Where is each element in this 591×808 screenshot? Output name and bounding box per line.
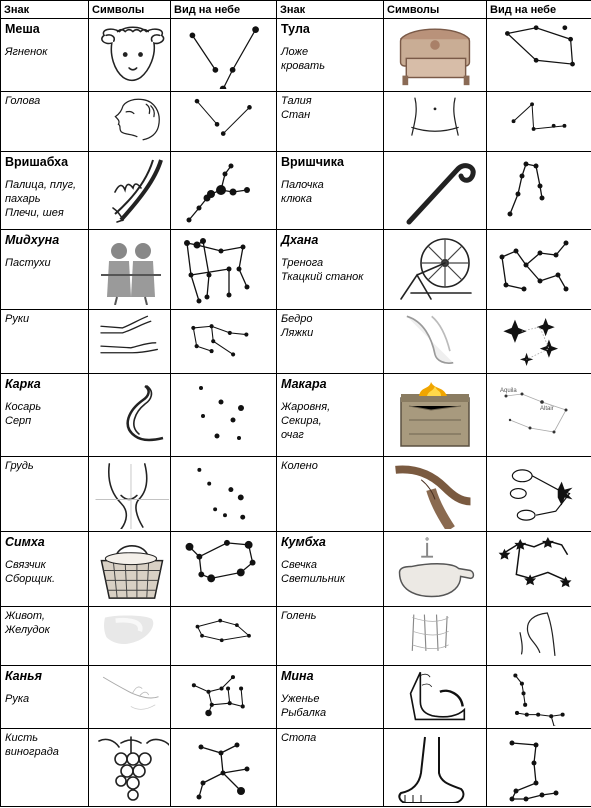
symbol-cell <box>384 374 487 457</box>
taurus-constellation-icon <box>181 156 267 226</box>
symbol-cell <box>89 729 171 807</box>
sign-cell <box>1 607 89 666</box>
zodiac-row <box>1 457 591 532</box>
capricorn-star-chart-icon <box>496 380 582 450</box>
sign-cell <box>277 729 384 807</box>
knee-drawing-icon <box>391 460 479 529</box>
symbol-cell <box>171 92 277 152</box>
symbol-cell <box>384 729 487 807</box>
sign-description: Ягненок <box>5 46 48 58</box>
symbol-cell <box>487 152 591 230</box>
sign-description: Рыбалка <box>281 707 327 719</box>
symbol-cell <box>171 152 277 230</box>
sagittarius-constellation-icon <box>496 235 582 305</box>
sign-description: Стопа <box>281 732 317 744</box>
hand-icon <box>91 669 169 726</box>
sign-cell <box>1 729 89 807</box>
symbol-cell <box>171 310 277 374</box>
sign-cell <box>277 230 384 310</box>
sign-cell <box>1 374 89 457</box>
symbol-cell <box>89 19 171 92</box>
sign-description: Стан <box>281 109 311 121</box>
sign-description: кровать <box>281 60 325 72</box>
sign-cell <box>1 310 89 374</box>
sign-cell <box>277 92 384 152</box>
header-symbols: Символы <box>89 1 171 19</box>
pisces-constellation-icon <box>496 669 582 726</box>
symbol-cell <box>89 230 171 310</box>
zodiac-row <box>1 230 591 310</box>
sign-cell <box>277 152 384 230</box>
leo-constellation-icon <box>181 535 267 604</box>
symbol-cell <box>384 607 487 666</box>
symbol-cell <box>89 374 171 457</box>
waist-torso-icon <box>391 95 479 149</box>
thigh-constellation-icon <box>496 313 582 371</box>
symbol-cell <box>384 230 487 310</box>
symbol-cell <box>384 92 487 152</box>
symbol-cell <box>171 457 277 532</box>
zodiac-row <box>1 607 591 666</box>
sign-cell <box>1 19 89 92</box>
sign-name: Вришчика <box>281 155 344 169</box>
sign-name: Меша <box>5 22 40 36</box>
sign-description: Бедро <box>281 313 313 325</box>
sign-description: Рука <box>5 693 30 705</box>
sign-cell <box>1 152 89 230</box>
sign-description: Грудь <box>5 460 34 472</box>
sign-description: пахарь <box>5 193 41 205</box>
sign-description: Талия <box>281 95 312 107</box>
sign-description: Живот, <box>5 610 45 622</box>
sign-cell <box>277 374 384 457</box>
sign-description: Свечка <box>281 559 317 571</box>
symbol-cell <box>487 666 591 729</box>
shin-constellation-icon <box>496 610 582 663</box>
head-constellation-icon <box>181 95 267 149</box>
symbol-cell <box>487 729 591 807</box>
sign-description: Связчик <box>5 559 46 571</box>
sign-name: Кумбха <box>281 535 326 549</box>
symbol-cell <box>487 374 591 457</box>
symbol-cell <box>89 310 171 374</box>
symbol-cell <box>384 532 487 607</box>
sign-cell <box>277 666 384 729</box>
symbol-cell <box>487 532 591 607</box>
sign-cell <box>277 607 384 666</box>
symbol-cell <box>384 310 487 374</box>
knee-constellation-icon <box>496 460 582 529</box>
foot-constellation-icon <box>496 733 582 803</box>
scorpio-constellation-icon <box>496 156 582 226</box>
cancer-constellation-icon <box>181 380 267 450</box>
symbol-cell <box>171 374 277 457</box>
waist-constellation-icon <box>496 95 582 149</box>
sign-cell <box>277 532 384 607</box>
sign-description: Голень <box>281 610 317 622</box>
face-profile-icon <box>91 95 169 149</box>
sign-description: Косарь <box>5 401 42 413</box>
sign-name: Симха <box>5 535 45 549</box>
foot-icon <box>391 733 479 803</box>
symbol-cell <box>171 666 277 729</box>
symbol-cell <box>384 457 487 532</box>
symbol-cell <box>89 152 171 230</box>
shin-icon <box>391 610 479 663</box>
header-sky-view: Вид на небе <box>171 1 277 19</box>
zodiac-row <box>1 532 591 607</box>
two-shepherds-icon <box>91 235 169 305</box>
sickle-icon <box>91 380 169 450</box>
symbol-cell <box>487 92 591 152</box>
sign-name: Тула <box>281 22 310 36</box>
symbol-cell <box>171 729 277 807</box>
sign-description: Руки <box>5 313 30 325</box>
sign-name: Вришабха <box>5 155 69 169</box>
symbol-cell <box>89 666 171 729</box>
symbol-cell <box>384 19 487 92</box>
sign-description: Голова <box>5 95 41 107</box>
zodiac-row <box>1 666 591 729</box>
sign-cell <box>1 92 89 152</box>
boot-leg-icon <box>391 669 479 726</box>
header-sign: Знак <box>277 1 384 19</box>
stomach-icon <box>91 610 169 663</box>
sign-cell <box>1 457 89 532</box>
symbol-cell <box>384 152 487 230</box>
sign-cell <box>1 532 89 607</box>
sign-description: Светильник <box>281 573 346 585</box>
sign-description: Желудок <box>5 624 50 636</box>
ornate-bed-icon <box>391 22 479 89</box>
breast-constellation-icon <box>181 460 267 529</box>
belly-constellation-icon <box>181 610 267 663</box>
thigh-icon <box>391 313 479 371</box>
sign-description: Серп <box>5 415 32 427</box>
sign-description: Пастухи <box>5 257 51 269</box>
sign-description: Тренога <box>281 257 324 269</box>
sign-description: Жаровня, <box>281 401 331 413</box>
sign-description: Ляжки <box>281 327 314 339</box>
header-row <box>1 1 591 19</box>
symbol-cell <box>384 666 487 729</box>
sign-name: Карка <box>5 377 41 391</box>
sign-cell <box>1 666 89 729</box>
sign-description: Ткацкий станок <box>281 271 364 283</box>
sign-name: Мидхуна <box>5 233 60 247</box>
spinning-wheel-icon <box>391 235 479 305</box>
sign-description: Ложе <box>281 46 309 58</box>
sign-cell <box>277 19 384 92</box>
arms-constellation-icon <box>181 313 267 371</box>
symbol-cell <box>487 19 591 92</box>
symbol-cell <box>89 92 171 152</box>
sign-description: Палица, плуг, <box>5 179 77 191</box>
sign-name: Дхана <box>281 233 319 247</box>
virgo-constellation-icon <box>181 669 267 726</box>
star-chart-label: Altair <box>540 406 554 412</box>
grape-bunch-icon <box>91 733 169 803</box>
zodiac-row <box>1 152 591 230</box>
zodiac-row <box>1 310 591 374</box>
sign-cell <box>277 457 384 532</box>
header-sky-view: Вид на небе <box>487 1 591 19</box>
zodiac-row <box>1 374 591 457</box>
sign-description: клюка <box>281 193 312 205</box>
shepherd-crook-icon <box>391 156 479 226</box>
zodiac-row <box>1 729 591 807</box>
oil-lamp-icon <box>391 535 479 604</box>
zodiac-row <box>1 92 591 152</box>
header-sign: Знак <box>1 1 89 19</box>
breast-figure-icon <box>91 460 169 529</box>
gemini-constellation-icon <box>181 235 267 305</box>
grape-constellation-icon <box>181 733 267 803</box>
symbol-cell <box>171 230 277 310</box>
header-symbols: Символы <box>384 1 487 19</box>
brazier-fire-icon <box>391 380 479 450</box>
symbol-cell <box>171 607 277 666</box>
arms-icon <box>91 313 169 371</box>
star-chart-label: Aquila <box>500 388 517 394</box>
symbol-cell <box>487 230 591 310</box>
sign-description: Уженье <box>281 693 320 705</box>
symbol-cell <box>89 457 171 532</box>
aquarius-constellation-icon <box>496 535 582 604</box>
symbol-cell <box>487 607 591 666</box>
sign-description: винограда <box>5 746 59 758</box>
sign-name: Макара <box>281 377 327 391</box>
sign-description: Сборщик. <box>5 573 56 585</box>
symbol-cell <box>487 310 591 374</box>
sign-description: Кисть <box>5 732 39 744</box>
aries-constellation-icon <box>181 22 267 89</box>
sign-description: Секира, <box>281 415 322 427</box>
wicker-basket-icon <box>91 535 169 604</box>
symbol-cell <box>89 607 171 666</box>
symbol-cell <box>89 532 171 607</box>
sign-name: Канья <box>5 669 42 683</box>
sign-description: Палочка <box>281 179 324 191</box>
sign-description: Колено <box>281 460 318 472</box>
sign-cell <box>1 230 89 310</box>
symbol-cell <box>487 457 591 532</box>
sheep-head-icon <box>91 22 169 89</box>
sign-description: Плечи, шея <box>5 207 64 219</box>
plough-club-icon <box>91 156 169 226</box>
symbol-cell <box>171 532 277 607</box>
libra-constellation-icon <box>496 22 582 89</box>
sign-name: Мина <box>281 669 314 683</box>
sign-cell <box>277 310 384 374</box>
sign-description: очаг <box>281 429 304 441</box>
symbol-cell <box>171 19 277 92</box>
zodiac-row <box>1 19 591 92</box>
